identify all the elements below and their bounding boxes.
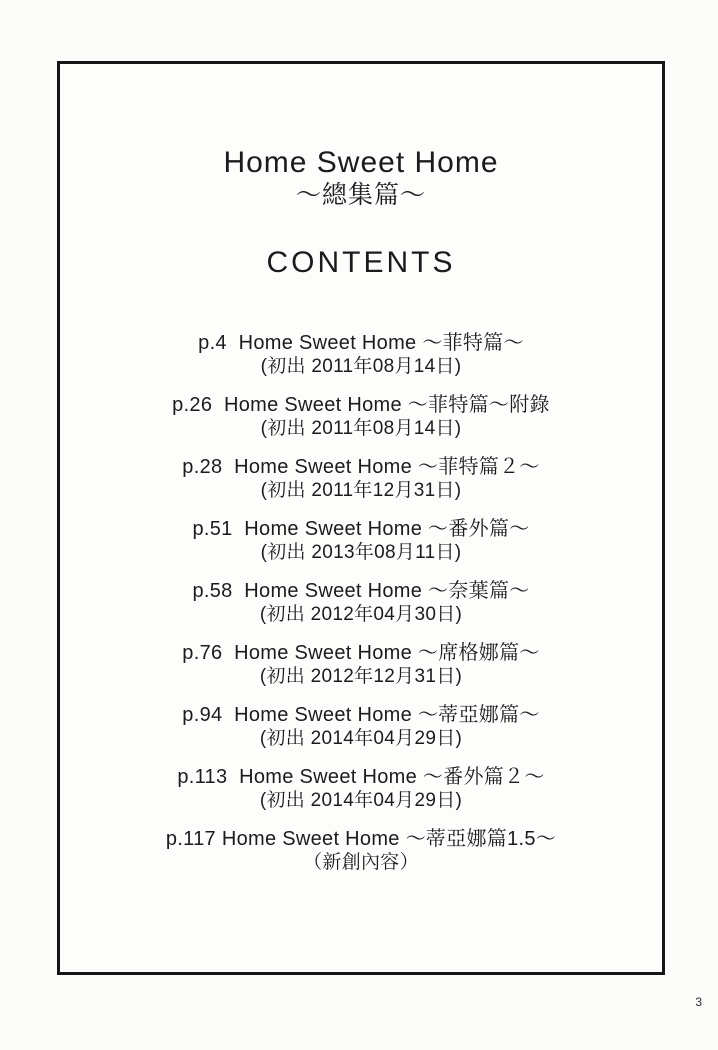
toc-entry-date: (初出 2011年08月14日) — [260, 356, 462, 377]
toc-entry-date: (初出 2011年08月14日) — [260, 418, 462, 439]
page-number: 3 — [695, 995, 702, 1009]
toc-entry-title: p.26 Home Sweet Home ～菲特篇～附錄 — [172, 394, 550, 416]
toc-entry — [60, 394, 662, 440]
toc-entry-title: p.4 Home Sweet Home ～菲特篇～ — [198, 332, 524, 354]
toc-entry — [60, 518, 662, 564]
toc-entry-date: (初出 2013年08月11日) — [260, 542, 462, 563]
toc-entry-title: p.58 Home Sweet Home ～奈葉篇～ — [192, 580, 530, 602]
toc-entry — [60, 332, 662, 378]
toc-entry-date: (初出 2011年12月31日) — [260, 480, 462, 501]
toc-entry-date: (初出 2014年04月29日) — [259, 790, 463, 811]
toc-entry — [60, 642, 662, 688]
toc-entry-date: (初出 2012年12月31日) — [259, 666, 463, 687]
toc-entry-title: p.51 Home Sweet Home ～番外篇～ — [192, 518, 530, 540]
book-subtitle: ～總集篇～ — [295, 181, 426, 209]
book-title: Home Sweet Home — [223, 146, 499, 179]
toc-entry-date: (初出 2012年04月30日) — [259, 604, 463, 625]
toc-list — [60, 332, 662, 874]
toc-entry-title: p.113 Home Sweet Home ～番外篇２～ — [177, 766, 545, 788]
contents-heading: CONTENTS — [266, 246, 456, 279]
toc-entry-date: (初出 2014年04月29日) — [259, 728, 463, 749]
toc-entry — [60, 704, 662, 750]
toc-entry-title: p.28 Home Sweet Home ～菲特篇２～ — [182, 456, 540, 478]
toc-entry — [60, 580, 662, 626]
page-border-frame — [57, 61, 665, 975]
toc-entry-title: p.117 Home Sweet Home ～蒂亞娜篇1.5～ — [165, 828, 557, 850]
toc-entry — [60, 828, 662, 874]
toc-entry-title: p.76 Home Sweet Home ～席格娜篇～ — [182, 642, 540, 664]
toc-entry — [60, 766, 662, 812]
toc-entry-date: （新創內容） — [303, 852, 419, 873]
toc-entry-title: p.94 Home Sweet Home ～蒂亞娜篇～ — [182, 704, 540, 726]
frame-content — [60, 64, 662, 874]
toc-entry — [60, 456, 662, 502]
